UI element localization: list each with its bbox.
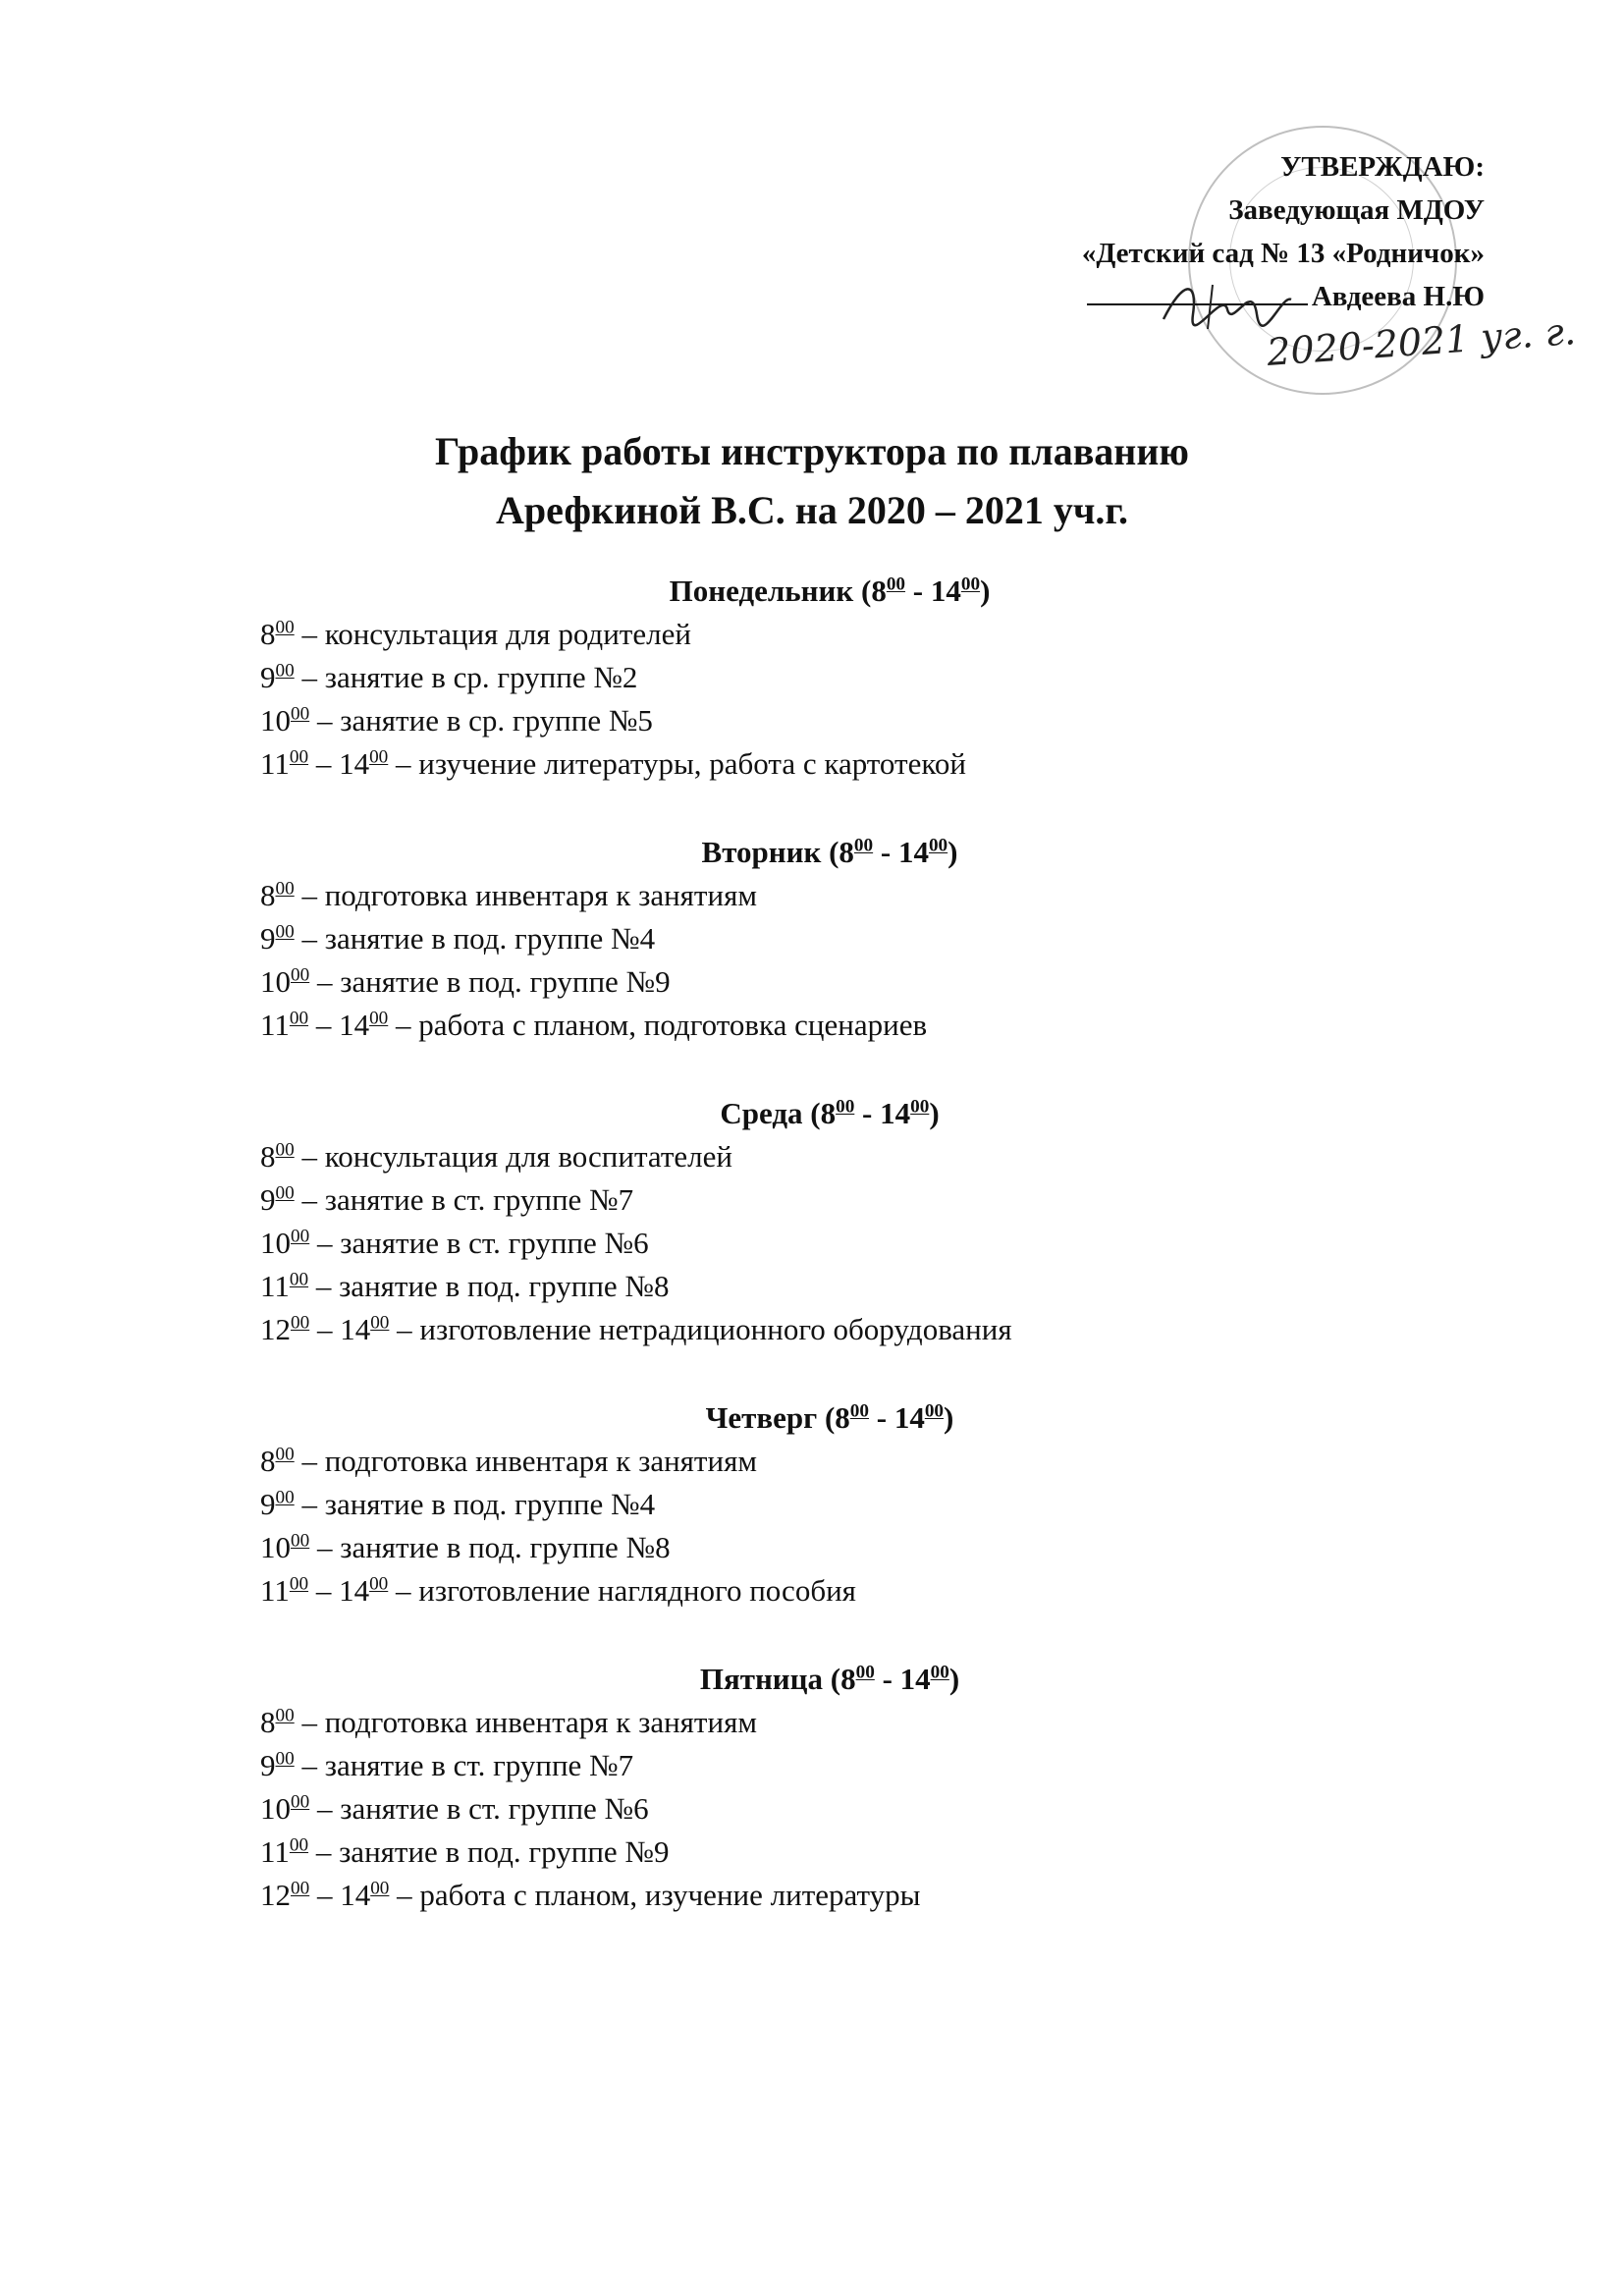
schedule-item <box>260 1135 1340 1178</box>
item-end-hour: 14 <box>339 746 370 781</box>
day-end-minutes: 00 <box>960 574 981 595</box>
item-minutes: 00 <box>275 1748 295 1770</box>
item-minutes: 00 <box>275 1182 295 1204</box>
item-activity: – занятие в под. группе №4 <box>294 921 656 956</box>
item-minutes: 00 <box>289 1008 309 1029</box>
day-start-minutes: 00 <box>849 1400 869 1422</box>
item-hour: 11 <box>260 1269 290 1303</box>
item-hour: 10 <box>260 1530 291 1564</box>
item-activity: – занятие в ст. группе №6 <box>309 1791 649 1826</box>
day-start-hour: 8 <box>840 1662 856 1696</box>
item-activity: – изготовление наглядного пособия <box>388 1573 856 1608</box>
item-activity: – работа с планом, подготовка сценариев <box>388 1008 928 1042</box>
item-activity: – работа с планом, изучение литературы <box>389 1878 921 1912</box>
schedule-item <box>260 1787 1340 1831</box>
item-activity: – консультация для родителей <box>294 617 691 651</box>
day-end-hour: 14 <box>880 1096 911 1130</box>
item-hour: 11 <box>260 746 290 781</box>
item-hour: 9 <box>260 660 276 694</box>
schedule-item <box>260 917 1340 960</box>
day-end-minutes: 00 <box>930 1662 949 1683</box>
item-end-minutes: 00 <box>370 1878 390 1899</box>
day-name: Понедельник <box>669 574 854 608</box>
item-minutes: 00 <box>275 617 295 638</box>
day-heading: Четверг $(8^{00} - 14^{00})$ <box>705 1400 954 1435</box>
item-minutes: 00 <box>275 1139 295 1161</box>
weekly-schedule <box>260 570 1340 1962</box>
approval-position: Заведующая МДОУ <box>1228 194 1485 226</box>
day-end-hour: 14 <box>899 1662 931 1696</box>
day-start-minutes: 00 <box>886 574 906 595</box>
item-hour: 9 <box>260 1748 276 1782</box>
item-activity: – занятие в под. группе №8 <box>308 1269 670 1303</box>
item-activity: – занятие в под. группе №9 <box>309 964 671 999</box>
approval-heading: УТВЕРЖДАЮ: <box>1280 151 1485 183</box>
item-minutes: 00 <box>275 1444 295 1465</box>
schedule-item <box>260 613 1340 656</box>
item-minutes: 00 <box>289 746 309 768</box>
item-activity: – занятие в под. группе №9 <box>308 1834 670 1869</box>
handwritten-signature <box>1154 270 1301 339</box>
item-hour: 11 <box>260 1573 290 1608</box>
item-hour: 8 <box>260 617 276 651</box>
item-hour: 10 <box>260 1791 291 1826</box>
item-minutes: 00 <box>291 1878 310 1899</box>
schedule-item: $11^{00} - 14^{00}$ – изготовление наглядного пособия <box>260 1573 856 1608</box>
day-end-minutes: 00 <box>910 1096 930 1118</box>
schedule-item <box>260 960 1340 1004</box>
item-activity: – подготовка инвентаря к занятиям <box>294 1444 757 1478</box>
schedule-item: $12^{00} - 14^{00}$ – работа с планом, изучение литературы <box>260 1878 921 1912</box>
item-activity: – занятие в ср. группе №5 <box>309 703 653 738</box>
day-heading: Пятница $(8^{00} - 14^{00})$ <box>699 1662 960 1696</box>
item-minutes: 00 <box>291 1226 310 1247</box>
schedule-item: $12^{00} - 14^{00}$ – изготовление нетрадиционного оборудования <box>260 1312 1012 1346</box>
approval-org: «Детский сад № 13 «Родничок» <box>1081 238 1485 269</box>
day-start-minutes: 00 <box>853 835 874 856</box>
item-hour: 8 <box>260 878 276 912</box>
day-heading: Вторник $(8^{00} - 14^{00})$ <box>701 835 958 869</box>
day-name: Пятница <box>699 1662 824 1696</box>
item-minutes: 00 <box>275 1705 295 1726</box>
day-end-hour: 14 <box>897 835 929 869</box>
item-minutes: 00 <box>291 964 310 986</box>
title-line-2: Арефкиной В.С. на 2020 – 2021 уч.г. <box>495 488 1129 532</box>
day-start-hour: 8 <box>871 574 887 608</box>
item-end-minutes: 00 <box>369 1573 389 1595</box>
document-title <box>0 422 1624 540</box>
item-hour: 9 <box>260 1182 276 1217</box>
day-section <box>260 831 1340 1047</box>
day-section <box>260 1658 1340 1917</box>
day-name: Среда <box>720 1096 803 1130</box>
schedule-item: $11^{00} - 14^{00}$ – работа с планом, подготовка сценариев <box>260 1008 928 1042</box>
schedule-item <box>260 1222 1340 1265</box>
item-end-minutes: 00 <box>369 746 389 768</box>
item-activity: – занятие в под. группе №8 <box>309 1530 671 1564</box>
item-minutes: 00 <box>291 1530 310 1552</box>
item-minutes: 00 <box>275 921 295 943</box>
item-hour: 9 <box>260 1487 276 1521</box>
schedule-item <box>260 699 1340 742</box>
item-activity: – изучение литературы, работа с картотекой <box>388 746 966 781</box>
item-hour: 10 <box>260 1226 291 1260</box>
schedule-item <box>260 1831 1340 1874</box>
item-activity: – консультация для воспитателей <box>294 1139 732 1174</box>
item-activity: – подготовка инвентаря к занятиям <box>294 1705 757 1739</box>
schedule-item <box>260 656 1340 699</box>
day-heading: Среда $(8^{00} - 14^{00})$ <box>720 1096 940 1130</box>
item-activity: – изготовление нетрадиционного оборудования <box>389 1312 1012 1346</box>
item-minutes: 00 <box>275 660 295 682</box>
schedule-item <box>260 1744 1340 1787</box>
item-end-hour: 14 <box>340 1312 371 1346</box>
day-name: Четверг <box>705 1400 818 1435</box>
schedule-item: $11^{00} - 14^{00}$ – изучение литературы, работа с картотекой <box>260 746 966 781</box>
item-activity: – занятие в ст. группе №7 <box>294 1748 634 1782</box>
item-end-hour: 14 <box>340 1878 371 1912</box>
day-section <box>260 570 1340 786</box>
approval-name: Авдеева Н.Ю <box>1311 281 1485 312</box>
schedule-item <box>260 1701 1340 1744</box>
item-hour: 10 <box>260 703 291 738</box>
day-end-minutes: 00 <box>924 1400 945 1422</box>
item-minutes: 00 <box>291 703 310 725</box>
item-end-hour: 14 <box>339 1008 370 1042</box>
item-hour: 11 <box>260 1008 290 1042</box>
item-minutes: 00 <box>275 878 295 900</box>
item-hour: 9 <box>260 921 276 956</box>
schedule-item <box>260 1265 1340 1308</box>
day-start-minutes: 00 <box>855 1662 875 1683</box>
item-minutes: 00 <box>289 1269 309 1290</box>
title-line-1: График работы инструктора по плаванию <box>435 429 1189 473</box>
item-hour: 8 <box>260 1705 276 1739</box>
item-hour: 12 <box>260 1878 291 1912</box>
schedule-item <box>260 1440 1340 1483</box>
day-start-minutes: 00 <box>836 1096 855 1118</box>
item-hour: 11 <box>260 1834 290 1869</box>
schedule-item <box>260 1483 1340 1526</box>
item-activity: – занятие в под. группе №4 <box>294 1487 656 1521</box>
item-minutes: 00 <box>291 1312 310 1334</box>
item-activity: – занятие в ст. группе №6 <box>309 1226 649 1260</box>
day-end-hour: 14 <box>930 574 961 608</box>
handwritten-date: 2020-2021 уг. г. <box>1265 309 1578 374</box>
schedule-item <box>260 1178 1340 1222</box>
schedule-item <box>260 874 1340 917</box>
item-end-minutes: 00 <box>369 1008 389 1029</box>
day-start-hour: 8 <box>835 1400 850 1435</box>
day-section <box>260 1092 1340 1351</box>
day-name: Вторник <box>701 835 822 869</box>
item-activity: – занятие в ст. группе №7 <box>294 1182 634 1217</box>
item-hour: 8 <box>260 1139 276 1174</box>
item-minutes: 00 <box>275 1487 295 1508</box>
day-heading: Понедельник $(8^{00} - 14^{00})$ <box>669 574 991 608</box>
item-activity: – подготовка инвентаря к занятиям <box>294 878 757 912</box>
item-activity: – занятие в ср. группе №2 <box>294 660 638 694</box>
item-minutes: 00 <box>289 1834 309 1856</box>
item-hour: 12 <box>260 1312 291 1346</box>
day-end-hour: 14 <box>893 1400 925 1435</box>
item-hour: 10 <box>260 964 291 999</box>
schedule-item <box>260 1526 1340 1569</box>
day-end-minutes: 00 <box>928 835 948 856</box>
item-end-minutes: 00 <box>370 1312 390 1334</box>
item-hour: 8 <box>260 1444 276 1478</box>
day-start-hour: 8 <box>820 1096 837 1130</box>
day-start-hour: 8 <box>839 835 854 869</box>
item-minutes: 00 <box>291 1791 310 1813</box>
day-section <box>260 1396 1340 1613</box>
item-minutes: 00 <box>289 1573 309 1595</box>
item-end-hour: 14 <box>339 1573 370 1608</box>
